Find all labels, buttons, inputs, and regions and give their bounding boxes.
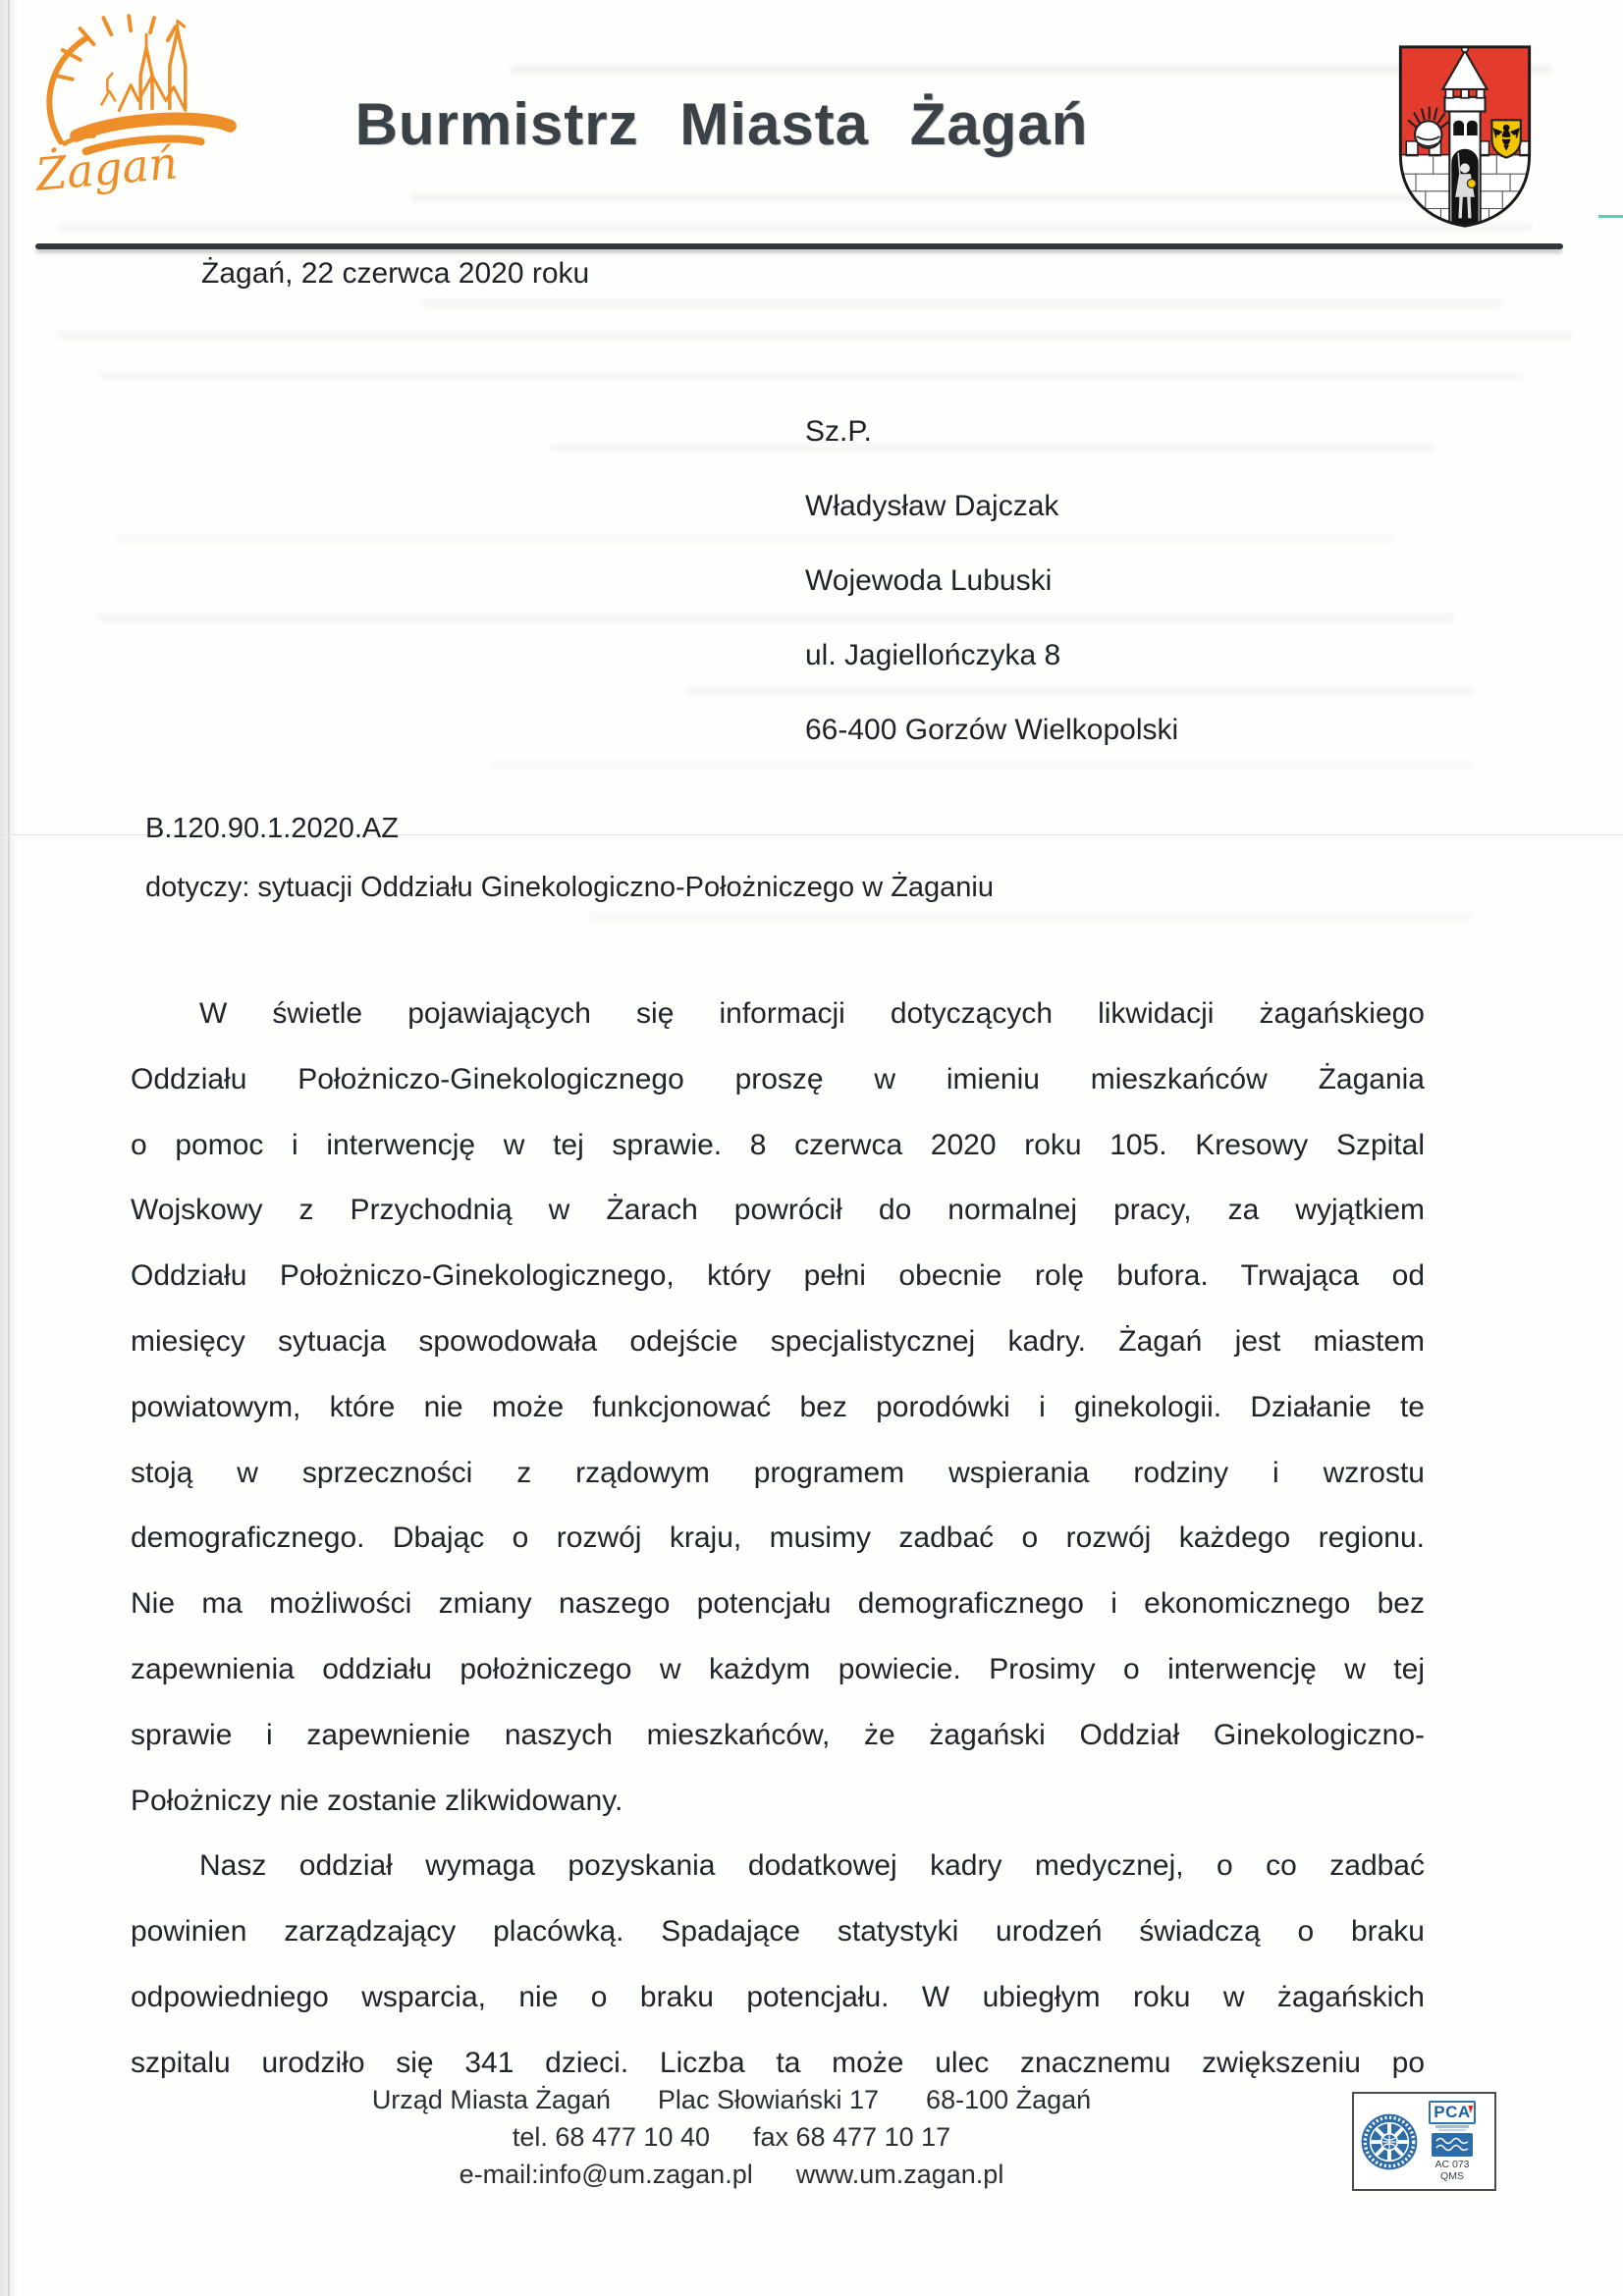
recipient-role: Wojewoda Lubuski bbox=[805, 564, 1053, 597]
footer-office: Urząd Miasta Żagań bbox=[371, 2085, 611, 2114]
body-line: zapewnienia oddziału położniczego w każdym powiecie. Prosimy o interwencję w tej bbox=[131, 1652, 1425, 1685]
pca-smalltext-bar bbox=[1438, 2129, 1466, 2131]
body-line: Położniczy nie zostanie zlikwidowany. bbox=[131, 1784, 623, 1817]
page-title: Burmistrz Miasta Żagań bbox=[354, 91, 1089, 157]
footer-tel: tel. 68 477 10 40 bbox=[512, 2122, 710, 2152]
body-line: demograficznego. Dbając o rozwój kraju, musimy zadbać o rozwój każdego regionu. bbox=[131, 1522, 1425, 1555]
scan-artifact bbox=[118, 535, 1394, 543]
recipient-salutation: Sz.P. bbox=[805, 415, 872, 448]
zagan-sketch-logo bbox=[26, 12, 279, 208]
recipient-block bbox=[805, 395, 1178, 768]
scan-artifact bbox=[98, 373, 1522, 380]
scan-artifact bbox=[422, 299, 1502, 307]
recipient-name: Władysław Dajczak bbox=[805, 490, 1059, 522]
footer-postal: 68-100 Żagań bbox=[926, 2085, 1092, 2114]
scan-artifact bbox=[98, 614, 1453, 622]
body-line: Oddziału Położniczo-Ginekologicznego proszę w imieniu mieszkańców Żagania bbox=[131, 1062, 1425, 1095]
body-line: Oddziału Położniczo-Ginekologicznego, który pełni obecnie rolę bufora. Trwająca od bbox=[131, 1259, 1425, 1293]
body-line: powiatowym, które nie może funkcjonować bez porodówki i ginekologii. Działanie te bbox=[131, 1390, 1425, 1423]
footer-email: e-mail:info@um.zagan.pl bbox=[459, 2160, 753, 2189]
body-line: odpowiedniego wsparcia, nie o braku potencjału. W ubiegłym roku w żagańskich bbox=[131, 1980, 1425, 2013]
body-line: stoją w sprzeczności z rządowym programem wspierania rodziny i wzrostu bbox=[131, 1456, 1425, 1489]
letter-body bbox=[131, 982, 1425, 2097]
footer-fax: fax 68 477 10 17 bbox=[753, 2122, 951, 2152]
zagan-coat-of-arms bbox=[1392, 39, 1538, 232]
body-line: Nie ma możliwości zmiany naszego potencjału demograficznego i ekonomicznego bez bbox=[131, 1587, 1425, 1621]
subject-line: dotyczy: sytuacji Oddziału Ginekologiczno-Położniczego w Żaganiu bbox=[145, 872, 994, 903]
letterhead-footer bbox=[113, 2081, 1350, 2193]
scan-artifact bbox=[59, 224, 1532, 231]
recipient-city: 66-400 Gorzów Wielkopolski bbox=[805, 714, 1179, 746]
body-line: Nasz oddział wymaga pozyskania dodatkowej kadry medycznej, o co zadbać bbox=[199, 1849, 1425, 1883]
logo-script-text: Żagań bbox=[33, 136, 181, 201]
qms-label: QMS bbox=[1440, 2170, 1464, 2182]
footer-address: Plac Słowiański 17 bbox=[657, 2085, 880, 2114]
scan-page-edge-line bbox=[8, 0, 10, 2296]
body-line: powinien zarządzający placówką. Spadające statystyki urodzeń świadczą o braku bbox=[131, 1915, 1425, 1949]
header-divider-rule bbox=[35, 243, 1563, 249]
body-line: o pomoc i interwencję w tej sprawie. 8 czerwca 2020 roku 105. Kresowy Szpital bbox=[131, 1128, 1425, 1161]
body-line: miesięcy sytuacja spowodowała odejście specjalistycznej kadry. Żagań jest miastem bbox=[131, 1324, 1425, 1358]
pca-label: PCA bbox=[1434, 2103, 1471, 2121]
scan-artifact bbox=[59, 332, 1571, 340]
pca-accreditation-mark bbox=[1432, 2133, 1473, 2157]
scan-artifact bbox=[412, 194, 1443, 202]
scan-artifact bbox=[589, 913, 1473, 921]
pihz-seal bbox=[1359, 2111, 1420, 2172]
certification-box bbox=[1352, 2092, 1496, 2191]
reference-number: B.120.90.1.2020.AZ bbox=[145, 813, 399, 844]
date-line: Żagań, 22 czerwca 2020 roku bbox=[201, 257, 590, 290]
pca-logo bbox=[1427, 2101, 1478, 2182]
body-line: szpitalu urodziło się 341 dzieci. Liczba ta może ulec znacznemu zwiększeniu po bbox=[131, 2046, 1425, 2079]
pca-smalltext-bar bbox=[1435, 2125, 1469, 2128]
body-line: sprawie i zapewnienie naszych mieszkańców, że żagański Oddział Ginekologiczno- bbox=[131, 1718, 1425, 1751]
body-line: Wojskowy z Przychodnią w Żarach powrócił do normalnej pracy, za wyjątkiem bbox=[131, 1194, 1425, 1227]
body-line: W świetle pojawiających się informacji dotyczących likwidacji żagańskiego bbox=[199, 997, 1425, 1030]
footer-www: www.um.zagan.pl bbox=[795, 2160, 1004, 2189]
ac-code: AC 073 bbox=[1434, 2159, 1470, 2170]
scan-teal-mark bbox=[1598, 215, 1623, 218]
recipient-street: ul. Jagiellończyka 8 bbox=[805, 639, 1061, 671]
